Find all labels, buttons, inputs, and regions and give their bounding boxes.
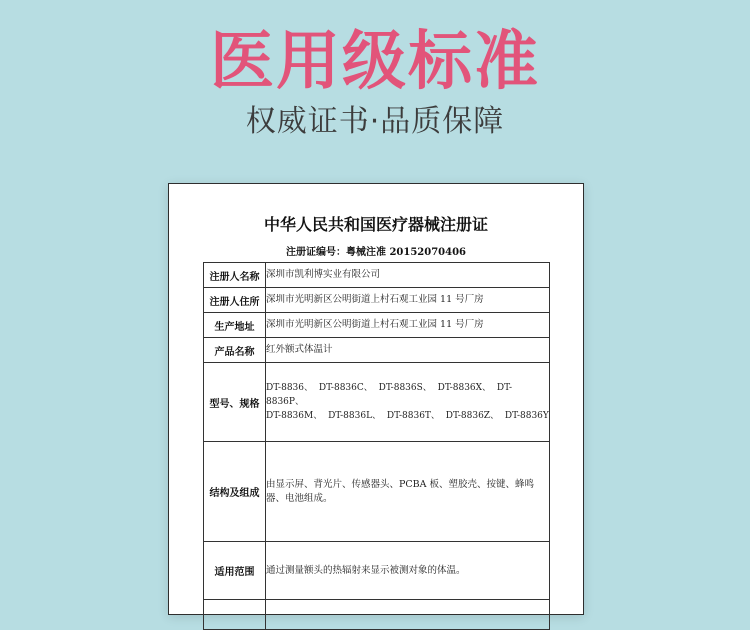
row-value: 红外额式体温计 [266, 338, 550, 363]
row-label: 产品名称 [204, 338, 266, 363]
certificate-title: 中华人民共和国医疗器械注册证 [263, 215, 488, 234]
row-value: 深圳市光明新区公明街道上村石观工业园 11 号厂房 [266, 288, 550, 313]
certificate-document [168, 183, 584, 615]
row-value: 通过测量额头的热辐射来显示被测对象的体温。 [266, 542, 550, 600]
row-label: 结构及组成 [204, 442, 266, 542]
model-line-2: DT-8836M、 DT-8836L、 DT-8836T、 DT-8836Z、 DT-8836Y [266, 411, 549, 421]
row-label: 注册人住所 [204, 288, 266, 313]
row-label: 注册人名称 [204, 263, 266, 288]
table-row [204, 338, 550, 363]
row-value [266, 363, 550, 442]
row-label: 适用范围 [204, 542, 266, 600]
table-row [204, 600, 550, 630]
model-line-1: DT-8836、 DT-8836C、 DT-8836S、 DT-8836X、 DT-8836P、 [266, 383, 513, 407]
headline: 医用级标准 [210, 25, 540, 99]
table-row [204, 442, 550, 542]
certificate-table [203, 262, 550, 630]
row-value: 由显示屏、背光片、传感器头、PCBA 板、塑胶壳、按键、蜂鸣器、电池组成。 [266, 442, 550, 542]
table-row [204, 542, 550, 600]
subheadline: 权威证书·品质保障 [245, 104, 505, 139]
registration-number: 注册证编号：粤械注准 20152070406 [285, 247, 467, 258]
table-row [204, 363, 550, 442]
row-value [266, 600, 550, 630]
row-label [204, 600, 266, 630]
row-value: 深圳市光明新区公明街道上村石观工业园 11 号厂房 [266, 313, 550, 338]
table-row [204, 263, 550, 288]
row-label: 型号、规格 [204, 363, 266, 442]
row-value: 深圳市凯利博实业有限公司 [266, 263, 550, 288]
table-row [204, 313, 550, 338]
table-row [204, 288, 550, 313]
row-label: 生产地址 [204, 313, 266, 338]
